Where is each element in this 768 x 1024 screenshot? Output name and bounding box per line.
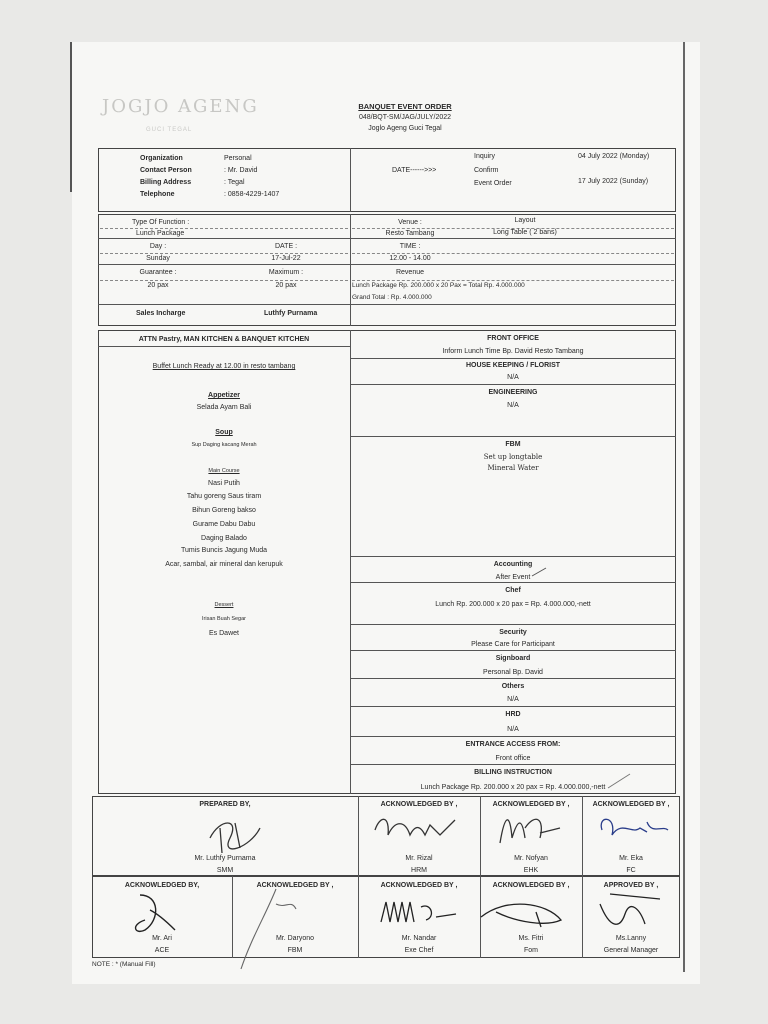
sales-incharge-value: Luthfy Purnama: [264, 310, 318, 317]
signer-title: HRM: [411, 867, 427, 874]
engineering-title: ENGINEERING: [488, 389, 538, 396]
signer-name: Mr. Rizal: [405, 855, 433, 862]
contact-value: : Mr. David: [224, 167, 258, 174]
layout-label: Layout: [514, 217, 536, 224]
divider: [350, 304, 676, 305]
divider: [350, 764, 676, 765]
acknowledged-by-label: ACKNOWLEDGED BY ,: [380, 882, 458, 889]
day-value: Sunday: [146, 255, 170, 262]
signature-nofyan: [490, 808, 570, 852]
acknowledged-by-label: ACKNOWLEDGED BY ,: [592, 801, 670, 808]
billing-instruction-value: Lunch Package Rp. 200.000 x 20 pax = Rp. 4.000.000,-nett: [420, 784, 606, 791]
dessert-title: Dessert: [214, 602, 234, 608]
main-course-item: Gurame Dabu Dabu: [192, 521, 256, 528]
function-type-label: Type Of Function :: [132, 219, 190, 226]
security-title: Security: [499, 629, 527, 636]
chef-title: Chef: [505, 587, 521, 594]
acknowledged-by-label: ACKNOWLEDGED BY ,: [492, 882, 570, 889]
signer-title: EHK: [523, 867, 539, 874]
fbm-line1: Set up longtable: [483, 453, 543, 461]
engineering-value: N/A: [507, 402, 519, 409]
signer-name: Mr. Nofyan: [514, 855, 548, 862]
acknowledged-by-label: ACKNOWLEDGED BY ,: [380, 801, 458, 808]
divider: [350, 582, 676, 583]
signature-lanny: [590, 884, 670, 940]
housekeeping-value: N/A: [507, 374, 519, 381]
divider: [350, 678, 676, 679]
revenue-line1: Lunch Package Rp. 200.000 x 20 Pax = Total Rp. 4.000.000: [352, 282, 525, 289]
security-value: Please Care for Participant: [471, 641, 555, 648]
time-value: 12.00 - 14.00: [389, 255, 431, 262]
signer-title: FBM: [287, 947, 303, 954]
others-value: N/A: [507, 696, 519, 703]
signboard-title: Signboard: [495, 655, 531, 662]
billing-value: : Tegal: [224, 179, 245, 186]
main-course-item: Daging Balado: [201, 535, 247, 542]
billing-instruction-title: BILLING INSTRUCTION: [474, 769, 552, 776]
signature-daryono: [236, 884, 306, 974]
phone-value: : 0858-4229-1407: [224, 191, 280, 198]
divider: [350, 148, 351, 212]
divider: [350, 556, 676, 557]
others-title: Others: [501, 683, 525, 690]
divider: [98, 346, 350, 347]
dessert-item: Irisan Buah Segar: [201, 616, 247, 622]
guarantee-value: 20 pax: [147, 282, 169, 289]
main-course-title: Main Course: [208, 468, 240, 474]
venue-value: Resto Tambang: [385, 230, 435, 237]
front-office-value: Inform Lunch Time Bp. David Resto Tambang: [442, 348, 584, 355]
time-label: TIME :: [399, 243, 421, 250]
chef-value: Lunch Rp. 200.000 x 20 pax = Rp. 4.000.000,-nett: [435, 601, 591, 608]
main-course-item: Bihun Goreng bakso: [192, 507, 256, 514]
hrd-value: N/A: [507, 726, 519, 733]
signer-name: Ms.Lanny: [615, 935, 647, 942]
signer-name: Mr. Daryono: [275, 935, 315, 942]
approved-by-label: APPROVED BY ,: [603, 882, 659, 889]
fbm-line2: Mineral Water: [487, 464, 539, 472]
divider: [350, 650, 676, 651]
housekeeping-title: HOUSE KEEPING / FLORIST: [465, 362, 561, 369]
document-number: 048/BQT-SM/JAG/JULY/2022: [358, 114, 452, 121]
acknowledged-by-label: ACKNOWLEDGED BY ,: [256, 882, 334, 889]
appetizer-title: Appetizer: [208, 392, 240, 399]
date-label: DATE :: [274, 243, 298, 250]
org-label: Organization: [140, 155, 183, 162]
signboard-value: Personal Bp. David: [483, 669, 543, 676]
main-course-item: Tumis Buncis Jagung Muda: [180, 547, 268, 554]
signature-nandar: [376, 892, 466, 934]
acknowledged-by-label: ACKNOWLEDGED BY,: [124, 882, 200, 889]
signer-title: Fom: [524, 947, 538, 954]
divider: [350, 264, 676, 265]
document-title: BANQUET EVENT ORDER: [358, 102, 452, 111]
fbm-title: FBM: [505, 441, 521, 448]
signer-title: FC: [626, 867, 636, 874]
main-course-item: Tahu goreng Saus tiram: [186, 493, 262, 500]
venue-label: Venue :: [398, 219, 422, 226]
entrance-value: Front office: [495, 755, 531, 762]
signer-title: Exe Chef: [404, 947, 434, 954]
signature-rizal: [370, 810, 460, 850]
divider: [350, 358, 676, 359]
page-edge-right: [683, 42, 685, 972]
signer-title: General Manager: [603, 947, 659, 954]
confirm-label: Confirm: [474, 167, 499, 174]
inquiry-label: Inquiry: [474, 153, 496, 160]
divider: [350, 214, 351, 326]
signer-name: Mr. Luthfy Purnama: [194, 855, 256, 862]
org-value: Personal: [224, 155, 252, 162]
hotel-logo: JOGJO AGENG: [102, 96, 259, 117]
maximum-value: 20 pax: [275, 282, 297, 289]
dessert-item: Es Dawet: [209, 630, 239, 637]
divider: [350, 436, 676, 437]
signature-fitri: [476, 892, 576, 934]
inquiry-value: 04 July 2022 (Monday): [578, 153, 650, 160]
divider: [350, 384, 676, 385]
page-edge: [70, 42, 72, 192]
signature-eka: [592, 810, 672, 850]
divider: [350, 238, 676, 239]
date-arrow-label: DATE------>>>: [392, 167, 437, 174]
phone-label: Telephone: [140, 191, 175, 198]
hotel-logo-sub: GUCI TEGAL: [146, 127, 193, 133]
kitchen-attn: ATTN Pastry, MAN KITCHEN & BANQUET KITCHEN: [138, 336, 310, 343]
sales-incharge-label: Sales Incharge: [136, 310, 186, 317]
soup-title: Soup: [215, 429, 233, 436]
signer-title: ACE: [154, 947, 170, 954]
billing-label: Billing Address: [140, 179, 192, 186]
main-course-item: Acar, sambal, air mineral dan kerupuk: [165, 561, 283, 568]
date-value: 17-Jul-22: [271, 255, 301, 262]
divider: [98, 264, 350, 265]
accounting-value: After Event: [495, 574, 531, 581]
day-label: Day :: [149, 243, 167, 250]
accounting-title: Accounting: [493, 561, 533, 568]
divider: [350, 706, 676, 707]
soup-item: Sup Daging kacang Merah: [191, 442, 257, 448]
hrd-title: HRD: [505, 711, 521, 718]
signer-title: SMM: [216, 867, 234, 874]
manual-fill-note: NOTE : * (Manual Fill): [92, 961, 156, 968]
divider: [350, 736, 676, 737]
signer-name: Mr. Nandar: [401, 935, 437, 942]
guarantee-label: Guarantee :: [139, 269, 177, 276]
front-office-title: FRONT OFFICE: [487, 335, 539, 342]
event-order-value: 17 July 2022 (Sunday): [578, 178, 649, 185]
signature-luthfy: [200, 808, 270, 858]
contact-label: Contact Person: [140, 167, 192, 174]
document-venue-name: Joglo Ageng Guci Tegal: [368, 125, 442, 132]
revenue-line2: Grand Total : Rp. 4.000.000: [352, 294, 432, 301]
prepared-by-label: PREPARED BY,: [199, 801, 251, 808]
checkmark-mark: [530, 566, 550, 578]
event-order-label: Event Order: [474, 180, 512, 187]
signer-name: Ms. Fitri: [518, 935, 544, 942]
main-course-item: Nasi Putih: [208, 480, 240, 487]
layout-value: Long Table ( 2 bans): [493, 229, 557, 236]
maximum-label: Maximum :: [268, 269, 304, 276]
revenue-label: Revenue: [395, 269, 425, 276]
signer-name: Mr. Ari: [152, 935, 172, 942]
divider: [98, 238, 350, 239]
appetizer-item: Selada Ayam Bali: [196, 404, 252, 411]
signature-ari: [120, 890, 190, 940]
signer-name: Mr. Eka: [619, 855, 643, 862]
divider: [98, 304, 350, 305]
entrance-title: ENTRANCE ACCESS FROM:: [465, 741, 561, 748]
buffet-note: Buffet Lunch Ready at 12.00 in resto tambang: [152, 363, 296, 370]
divider: [350, 624, 676, 625]
function-type-value: Lunch Package: [136, 230, 185, 237]
checkmark-mark: [606, 772, 632, 790]
acknowledged-by-label: ACKNOWLEDGED BY ,: [492, 801, 570, 808]
